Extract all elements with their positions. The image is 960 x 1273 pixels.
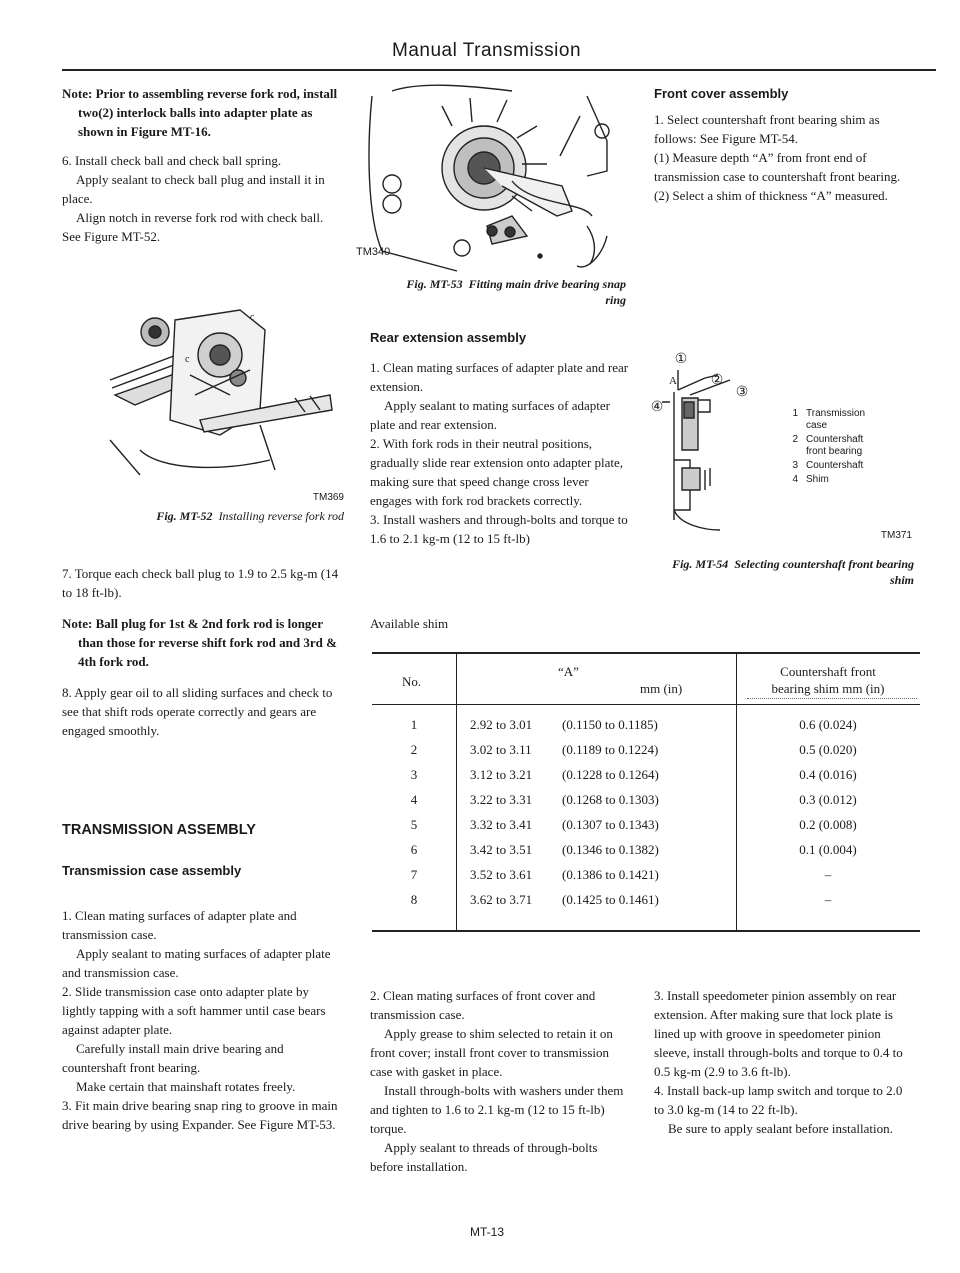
table-bottom-rule bbox=[372, 930, 920, 932]
col-header-a: “A” bbox=[558, 664, 579, 679]
table-row: 3 3.12 to 3.21 (0.1228 to 0.1264) 0.4 (0.016) bbox=[410, 767, 857, 782]
fig54-callout-2: ② bbox=[710, 373, 724, 388]
table-body bbox=[372, 712, 920, 912]
col-header-a-unit: mm (in) bbox=[640, 681, 683, 696]
column-middle-text: 1. Clean mating surfaces of adapter plate and rear extension. Apply sealant to mating surfaces of adapter plate and rear extension. 2. With fork rods in their neutral positions, gradually slide rear extension onto adapter plate, making sure that speed change cross lever engages with fork rod brackets correctly. 3. Install washers and through-bolts and torque to 1.6 to 2.1 kg-m (12 to 15 ft-lb) bbox=[370, 360, 629, 546]
figure-mt-52 bbox=[100, 300, 340, 480]
column-right-text: 1. Select countershaft front bearing shim as follows: See Figure MT-54. (1) Measure depth “A” from front end of transmission case to countershaft front bearing. (2) Select a shim of thickness “A” measured. bbox=[654, 112, 901, 203]
subsection-rear-extension-assembly: Rear extension assembly bbox=[370, 330, 527, 345]
subsection-front-cover-assembly: Front cover assembly bbox=[654, 86, 789, 101]
step-7: 7. Torque each check ball plug to 1.9 to 2.5 kg-m (14 to 18 ft-lb). bbox=[62, 566, 339, 600]
available-shim-label: Available shim bbox=[370, 616, 449, 631]
fig52-code: TM369 bbox=[312, 492, 344, 503]
shim-header-dotted bbox=[747, 698, 917, 699]
svg-text:c: c bbox=[250, 312, 255, 323]
table-row: 8 3.62 to 3.71 (0.1425 to 0.1461) – bbox=[410, 892, 832, 907]
legend-item: 4 Shim bbox=[792, 474, 829, 485]
table-row: 2 3.02 to 3.11 (0.1189 to 0.1224) 0.5 (0.020) bbox=[410, 742, 857, 757]
countershaft-shim-diagram bbox=[650, 340, 780, 540]
fig54-dim-a: A bbox=[669, 375, 677, 387]
col-header-no: No. bbox=[402, 674, 422, 689]
col-header-shim-line2: bearing shim mm (in) bbox=[771, 681, 885, 696]
column-right-bottom: 3. Install speedometer pinion assembly on rear extension. After making sure that lock plate is lined up with groove in speedometer pinion sleeve, install through-bolts and torque to 0.4 to 0.5 kg-m (2.9 to 3.6 ft-lb). 4. Install back-up lamp switch and torque to 2.0 to 3.0 kg-m (14 to 22 ft-lb). Be sure to apply sealant before installation. bbox=[654, 988, 903, 1136]
fig54-callout-3: ③ bbox=[735, 385, 749, 400]
fig54-callout-4: ④ bbox=[650, 400, 664, 415]
page-number: MT-13 bbox=[470, 1225, 505, 1239]
fig54-legend bbox=[788, 408, 918, 486]
table-row: 5 3.32 to 3.41 (0.1307 to 0.1343) 0.2 (0.008) bbox=[410, 817, 857, 832]
legend-item: 2 Countershaft front bearing bbox=[792, 434, 864, 457]
table-top-rule bbox=[372, 652, 920, 654]
section-title-transmission-assembly: TRANSMISSION ASSEMBLY bbox=[62, 822, 256, 838]
table-head-rule bbox=[372, 704, 920, 705]
fig53-caption: Fig. MT-53 Fitting main drive bearing snap ring bbox=[406, 277, 626, 307]
table-row: 6 3.42 to 3.51 (0.1346 to 0.1382) 0.1 (0.004) bbox=[410, 842, 857, 857]
shim-table bbox=[372, 652, 920, 932]
note-ball-plug: Note: Ball plug for 1st & 2nd fork rod is longer than those for reverse shift fork rod and 3rd & 4th fork rod. bbox=[62, 616, 337, 669]
main-drive-bearing-illustration bbox=[362, 86, 644, 276]
fig54-callout-1: ① bbox=[674, 352, 688, 367]
figure-mt-53 bbox=[362, 86, 644, 276]
col-header-shim-line1: Countershaft front bbox=[780, 664, 876, 679]
column-middle-bottom: 2. Clean mating surfaces of front cover and transmission case. Apply grease to shim selected to retain it on front cover; install front cover to transmission case with gasket in place. Install through-bolts with washers under them and tighten to 1.6 to 2.1 kg-m (12 to 15 ft-lb) torque. Apply sealant to threads of through-bolts before installation. bbox=[370, 988, 624, 1174]
svg-text:c: c bbox=[185, 354, 190, 365]
fig54-code: TM371 bbox=[880, 530, 912, 541]
page-header-title: Manual Transmission bbox=[392, 40, 582, 61]
fig53-code: TM340 bbox=[356, 246, 391, 258]
legend-item: 3 Countershaft bbox=[792, 460, 864, 471]
subsection-transmission-case-assembly: Transmission case assembly bbox=[62, 863, 242, 878]
fig52-caption: Fig. MT-52 Installing reverse fork rod bbox=[156, 509, 344, 523]
header-rule bbox=[62, 69, 936, 71]
note-interlock-balls: Note: Prior to assembling reverse fork rod, install two(2) interlock balls into adapter plate as shown in Figure MT-16. bbox=[62, 86, 338, 139]
reverse-fork-rod-illustration bbox=[100, 300, 340, 480]
step-8: 8. Apply gear oil to all sliding surfaces and check to see that shift rods operate correctly and gears are engaged smoothly. bbox=[62, 685, 333, 738]
table-row: 7 3.52 to 3.61 (0.1386 to 0.1421) – bbox=[410, 867, 832, 882]
fig54-caption: Fig. MT-54 Selecting countershaft front bearing shim bbox=[672, 557, 914, 587]
table-row: 4 3.22 to 3.31 (0.1268 to 0.1303) 0.3 (0.012) bbox=[410, 792, 857, 807]
column-left-bottom: 1. Clean mating surfaces of adapter plate and transmission case. Apply sealant to mating surfaces of adapter plate and transmission case. 2. Slide transmission case onto adapter plate by lightly tapping with a soft hammer until case bears against adapter plate. Carefully install main drive bearing and countershaft front bearing. Make certain that mainshaft rotates freely. 3. Fit main drive bearing snap ring to groove in main drive bearing by using Expander. See Figure MT-53. bbox=[62, 908, 338, 1132]
figure-mt-54 bbox=[650, 340, 780, 540]
legend-item: 1 Transmission case bbox=[792, 408, 866, 431]
table-row: 1 2.92 to 3.01 (0.1150 to 0.1185) 0.6 (0.024) bbox=[410, 717, 857, 732]
column-left-top bbox=[62, 84, 344, 246]
step-6: 6. Install check ball and check ball spring. Apply sealant to check ball plug and install it in place. Align notch in reverse fork rod with check ball. See Figure MT-52. bbox=[62, 153, 325, 244]
column-left-mid bbox=[62, 564, 344, 740]
